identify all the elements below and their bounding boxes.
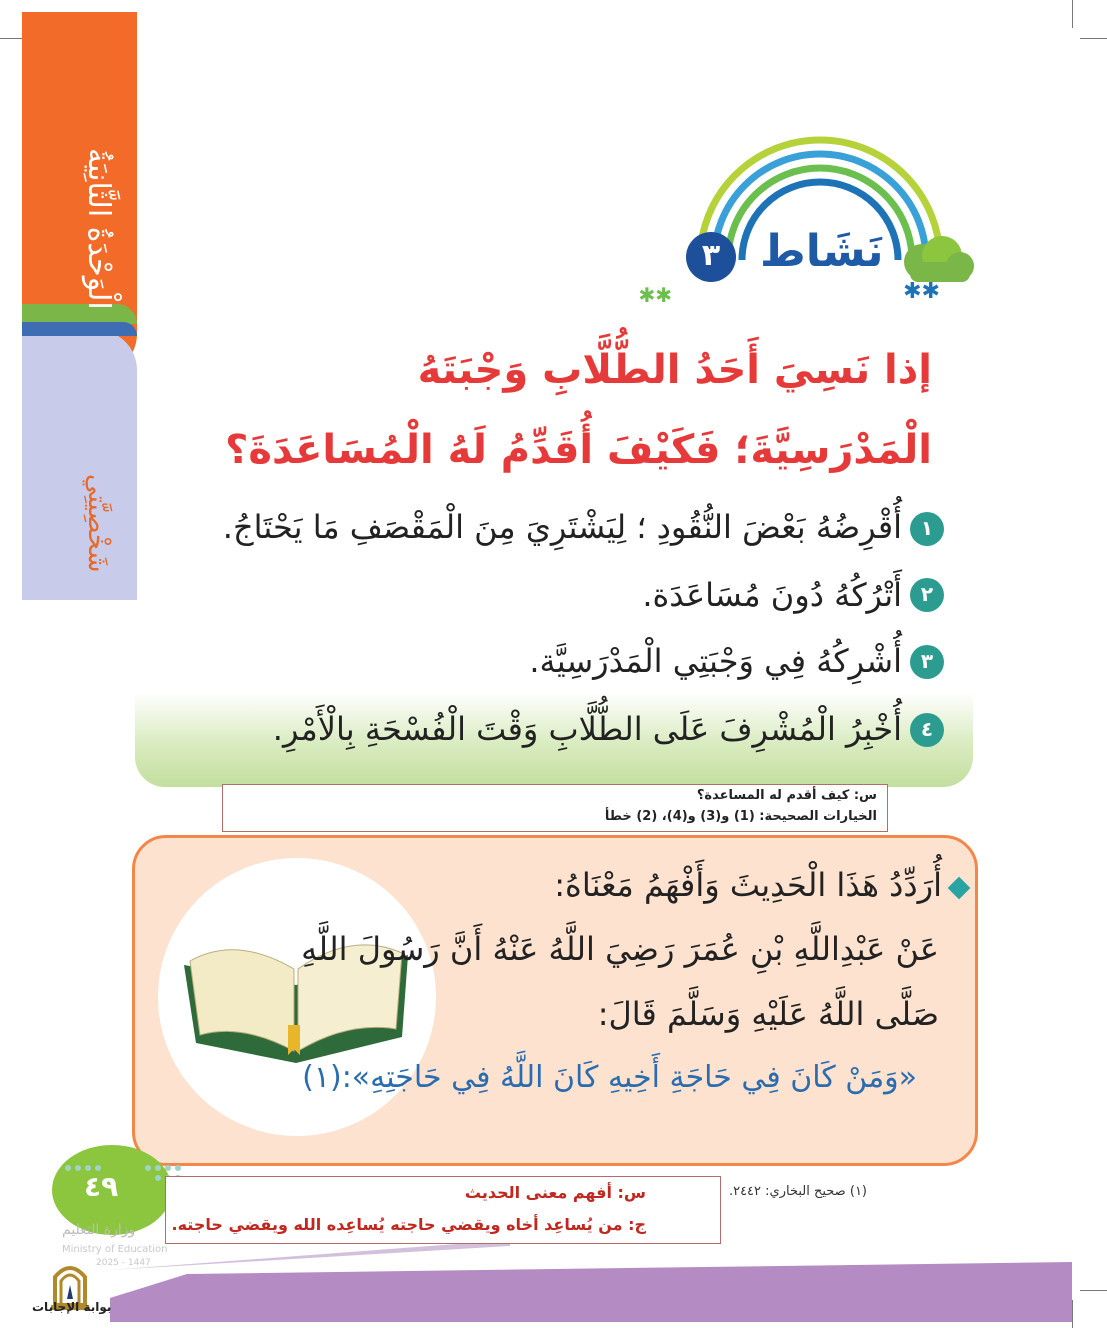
- answer-box-options: [222, 784, 888, 832]
- crop-mark: [1072, 1300, 1073, 1328]
- cloud-icon: [904, 236, 974, 282]
- crop-mark: [1072, 0, 1073, 28]
- footer-lavender-band: [110, 1240, 510, 1270]
- option-1: [223, 508, 902, 546]
- crop-mark: [1080, 38, 1107, 39]
- option-number-badge: ١: [910, 512, 944, 546]
- answer-question: س: كيف أقدم له المساعدة؟: [696, 788, 877, 803]
- footnote: (١) صحيح البخاري: ٢٤٤٢.: [728, 1184, 867, 1199]
- sidebar-blue-stripe: [22, 322, 137, 336]
- activity-title: نَشَاط: [760, 226, 884, 277]
- option-4: [273, 710, 902, 748]
- footer-purple-band: [110, 1262, 1072, 1322]
- option-text: أُشْرِكُهُ فِي وَجْبَتِي الْمَدْرَسِيَّة.: [529, 642, 902, 680]
- hadith-heading: أُرَدِّدُ هَذَا الْحَدِيثَ وَأَفْهَمُ مَعْنَاهُ:: [554, 866, 942, 904]
- activity-number-badge: ٣: [686, 232, 736, 282]
- option-text: أَتْرُكُهُ دُونَ مُسَاعَدَة.: [642, 576, 902, 614]
- hadith-line-2: صَلَّى اللَّهُ عَلَيْهِ وَسَلَّمَ قَالَ:: [597, 995, 939, 1033]
- chapter-label: شَخْصِيَّتِي: [82, 473, 112, 572]
- option-text: أُقْرِضُهُ بَعْضَ النُّقُودِ ؛ لِيَشْتَرِيَ مِنَ الْمَقْصَفِ مَا يَحْتَاجُ.: [222, 508, 902, 546]
- page-number: ٤٩: [84, 1170, 119, 1203]
- answer-question: س: أفهم معنى الحديث: [464, 1183, 646, 1202]
- option-2: [642, 576, 902, 614]
- svg-text:✱✱: ✱✱: [638, 283, 672, 307]
- ministry-year-watermark: 2025 - 1447: [96, 1258, 151, 1268]
- rainbow-header-graphic: [638, 130, 980, 310]
- answer-text: ج: من يُساعِد أخاه ويقضي حاجته يُساعِده الله ويقضي حاجته.: [171, 1215, 646, 1234]
- answer-box-hadith: [165, 1176, 721, 1244]
- option-text: أُخْبِرُ الْمُشْرِفَ عَلَى الطُّلَّابِ وَقْتَ الْفُسْحَةِ بِالْأَمْرِ.: [272, 710, 902, 748]
- ministry-name-watermark: وزارة التعليم: [62, 1222, 136, 1238]
- ministry-name-en-watermark: Ministry of Education: [62, 1244, 168, 1255]
- option-number-badge: ٤: [910, 713, 944, 747]
- unit-label: الْوَحْدَةُ الثَّانِيَةُ: [81, 148, 116, 310]
- answer-text: الخيارات الصحيحة: (1) و(3) و(4)، (2) خطأ: [604, 809, 877, 824]
- crop-mark: [1080, 1290, 1107, 1291]
- option-number-badge: ٢: [910, 578, 944, 612]
- hadith-quote: «وَمَنْ كَانَ فِي حَاجَةِ أَخِيهِ كَانَ اللَّهُ فِي حَاجَتِهِ»:(١): [302, 1060, 917, 1095]
- hadith-line-1: عَنْ عَبْدِاللَّهِ بْنِ عُمَرَ رَضِيَ اللَّهُ عَنْهُ أَنَّ رَسُولَ اللَّهِ: [301, 930, 939, 968]
- site-name: بوابة الإجابات: [32, 1300, 112, 1314]
- activity-question: إذا نَسِيَ أَحَدُ الطُّلَّابِ وَجْبَتَهُ الْمَدْرَسِيَّةَ؛ فَكَيْفَ أُقَدِّمُ لَهُ الْمُسَاعَدَةَ؟: [225, 347, 932, 473]
- option-3: [529, 642, 902, 680]
- option-number-badge: ٣: [910, 645, 944, 679]
- svg-text:✱✱: ✱✱: [903, 279, 940, 304]
